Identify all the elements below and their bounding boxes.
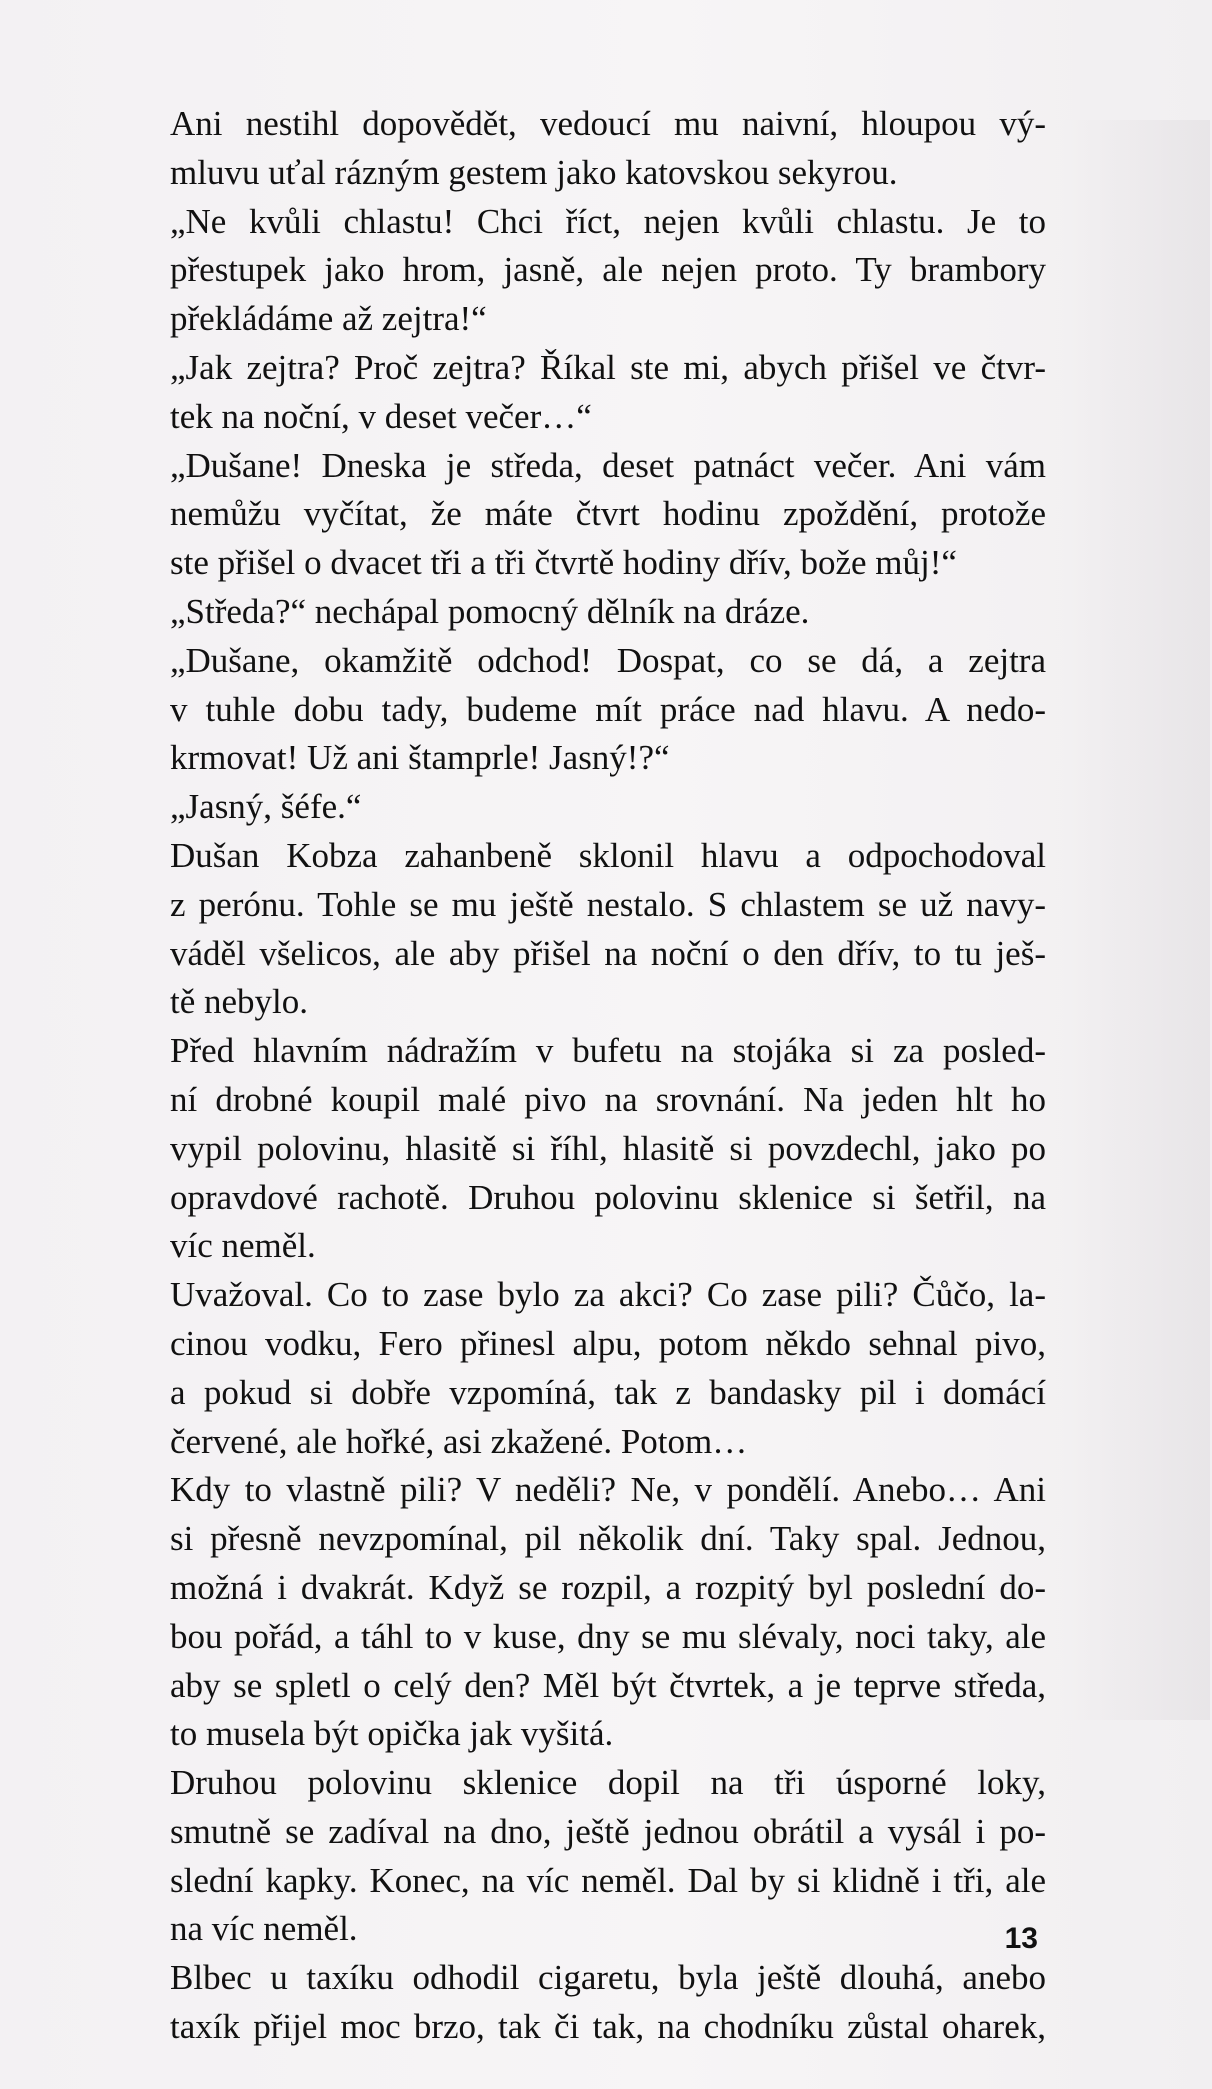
text-line: červené, ale hořké, asi zkažené. Potom…	[170, 1421, 748, 1461]
text-line: tek na noční, v deset večer…“	[170, 396, 592, 436]
text-line: ste přišel o dvacet tři a tři čtvrtě hodiny dřív, bože můj!“	[170, 543, 957, 583]
text-line: „Dušane! Dneska je středa, deset patnáct večer. Ani vám	[170, 445, 1046, 485]
text-line: nemůžu vyčítat, že máte čtvrt hodinu zpoždění, protože	[170, 494, 1046, 534]
text-line: taxík přijel moc brzo, tak či tak, na chodníku zůstal oharek,	[170, 2007, 1046, 2047]
text-line: „Středa?“ nechápal pomocný dělník na dráze.	[170, 591, 810, 631]
text-line: cinou vodku, Fero přinesl alpu, potom někdo sehnal pivo,	[170, 1323, 1046, 1363]
text-line: opravdové rachotě. Druhou polovinu sklenice si šetřil, na	[170, 1177, 1046, 1217]
text-line: Druhou polovinu sklenice dopil na tři úsporné loky,	[170, 1763, 1046, 1803]
text-line: krmovat! Už ani štamprle! Jasný!?“	[170, 738, 670, 778]
text-line: Uvažoval. Co to zase bylo za akci? Co zase pili? Čůčo, la-	[170, 1275, 1046, 1315]
text-line: v tuhle dobu tady, budeme mít práce nad hlavu. A nedo-	[170, 689, 1046, 729]
text-line: váděl všelicos, ale aby přišel na noční o den dřív, to tu ješ-	[170, 933, 1046, 973]
text-line: Kdy to vlastně pili? V neděli? Ne, v pondělí. Anebo… Ani	[170, 1470, 1046, 1510]
text-line: vypil polovinu, hlasitě si říhl, hlasitě si povzdechl, jako po	[170, 1128, 1046, 1168]
text-line: si přesně nevzpomínal, pil několik dní. Taky spal. Jednou,	[170, 1519, 1046, 1559]
text-line: překládáme až zejtra!“	[170, 299, 487, 339]
text-line: a pokud si dobře vzpomíná, tak z bandasky pil i domácí	[170, 1372, 1046, 1412]
text-line: aby se spletl o celý den? Měl být čtvrtek, a je teprve středa,	[170, 1665, 1046, 1705]
text-line: „Ne kvůli chlastu! Chci říct, nejen kvůli chlastu. Je to	[170, 201, 1046, 241]
page-number: 13	[1004, 1922, 1038, 1955]
text-line: Ani nestihl dopovědět, vedoucí mu naivní, hloupou vý-	[170, 104, 1046, 143]
text-line: Blbec u taxíku odhodil cigaretu, byla ještě dlouhá, anebo	[170, 1958, 1046, 1998]
text-line: to musela být opička jak vyšitá.	[170, 1714, 614, 1754]
text-line: smutně se zadíval na dno, ještě jednou obrátil a vysál i po-	[170, 1811, 1046, 1851]
text-line: tě nebylo.	[170, 982, 309, 1022]
text-line: „Dušane, okamžitě odchod! Dospat, co se dá, a zejtra	[170, 640, 1046, 680]
text-line: Před hlavním nádražím v bufetu na stojáka si za posled-	[170, 1031, 1046, 1071]
text-line: z perónu. Tohle se mu ještě nestalo. S chlastem se už navy-	[170, 884, 1046, 924]
page-edge-shadow	[1060, 120, 1210, 1720]
text-line: na víc neměl.	[170, 1909, 358, 1949]
text-line: „Jasný, šéfe.“	[170, 787, 362, 827]
text-line: bou pořád, a táhl to v kuse, dny se mu slévaly, noci taky, ale	[170, 1616, 1046, 1656]
text-line: přestupek jako hrom, jasně, ale nejen proto. Ty brambory	[170, 250, 1046, 290]
text-line: ní drobné koupil malé pivo na srovnání. Na jeden hlt ho	[170, 1079, 1046, 1119]
text-line: možná i dvakrát. Když se rozpil, a rozpitý byl poslední do-	[170, 1567, 1046, 1607]
text-line: „Jak zejtra? Proč zejtra? Říkal ste mi, abych přišel ve čtvr-	[170, 347, 1046, 387]
text-line: víc neměl.	[170, 1226, 316, 1266]
text-line: Dušan Kobza zahanbeně sklonil hlavu a odpochodoval	[170, 835, 1046, 875]
text-line: slední kapky. Konec, na víc neměl. Dal by si klidně i tři, ale	[170, 1860, 1046, 1900]
text-line: mluvu uťal rázným gestem jako katovskou sekyrou.	[170, 152, 898, 192]
body-text	[170, 100, 1046, 2052]
